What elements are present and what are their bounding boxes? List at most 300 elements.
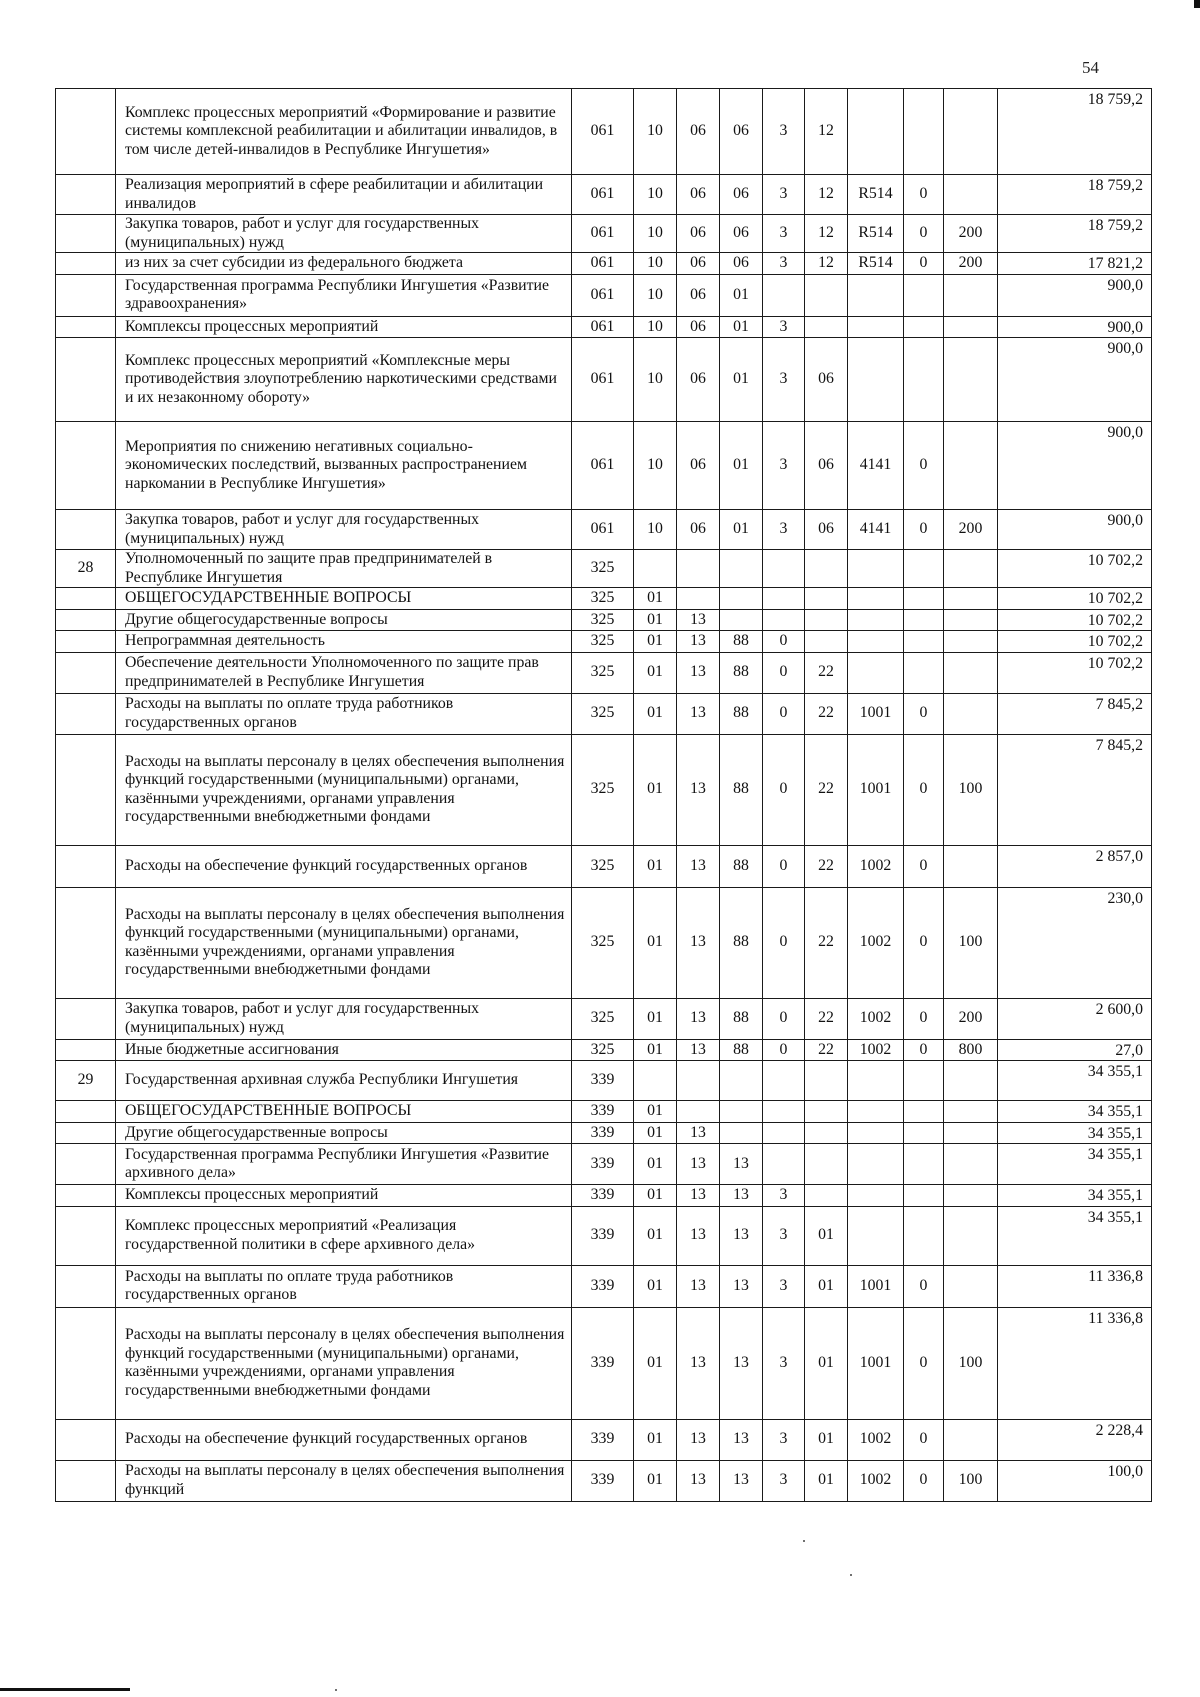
- amount-cell: 900,0: [998, 422, 1152, 510]
- section-code-cell: 01: [634, 1460, 677, 1501]
- expense-type-cell: 100: [944, 1460, 998, 1501]
- item-name-cell: Расходы на выплаты по оплате труда работников государственных органов: [116, 1265, 572, 1307]
- chapter-code-cell: 061: [572, 175, 634, 215]
- direction-code-cell: [848, 1185, 904, 1207]
- row-number-cell: [56, 1185, 116, 1207]
- row-number-cell: [56, 510, 116, 550]
- item-name-cell: Закупка товаров, работ и услуг для государственных (муниципальных) нужд: [116, 510, 572, 550]
- row-number-cell: [56, 845, 116, 887]
- section-code-cell: 01: [634, 1419, 677, 1460]
- row-number-cell: [56, 652, 116, 693]
- chapter-code-cell: 325: [572, 588, 634, 610]
- program-code-cell: 01: [720, 274, 763, 316]
- subsection-code-cell: 06: [677, 215, 720, 253]
- chapter-code-cell: 339: [572, 1185, 634, 1207]
- direction-subcode-cell: [904, 550, 944, 588]
- subprogram-type-cell: 3: [763, 1419, 805, 1460]
- complex-code-cell: [805, 274, 848, 316]
- table-row: [56, 550, 1152, 588]
- section-code-cell: 01: [634, 845, 677, 887]
- amount-cell: 18 759,2: [998, 175, 1152, 215]
- subprogram-type-cell: 0: [763, 887, 805, 998]
- subsection-code-cell: [677, 1101, 720, 1123]
- subprogram-type-cell: [763, 550, 805, 588]
- section-code-cell: 01: [634, 887, 677, 998]
- program-code-cell: 88: [720, 998, 763, 1039]
- complex-code-cell: [805, 631, 848, 653]
- row-number-cell: [56, 215, 116, 253]
- subprogram-type-cell: 0: [763, 998, 805, 1039]
- program-code-cell: 13: [720, 1419, 763, 1460]
- amount-cell: 11 336,8: [998, 1307, 1152, 1419]
- expense-type-cell: [944, 1061, 998, 1101]
- subsection-code-cell: 06: [677, 316, 720, 338]
- complex-code-cell: 01: [805, 1419, 848, 1460]
- amount-cell: 2 857,0: [998, 845, 1152, 887]
- section-code-cell: 01: [634, 1039, 677, 1061]
- table-row: [56, 1122, 1152, 1144]
- section-code-cell: [634, 550, 677, 588]
- direction-subcode-cell: [904, 652, 944, 693]
- direction-subcode-cell: 0: [904, 845, 944, 887]
- program-code-cell: 88: [720, 845, 763, 887]
- table-row: [56, 1061, 1152, 1101]
- program-code-cell: 06: [720, 175, 763, 215]
- direction-subcode-cell: 0: [904, 887, 944, 998]
- item-name-cell: Расходы на обеспечение функций государственных органов: [116, 845, 572, 887]
- program-code-cell: 88: [720, 887, 763, 998]
- row-number-cell: [56, 89, 116, 175]
- item-name-cell: Другие общегосударственные вопросы: [116, 609, 572, 631]
- amount-cell: 900,0: [998, 510, 1152, 550]
- amount-cell: 18 759,2: [998, 215, 1152, 253]
- subsection-code-cell: 06: [677, 338, 720, 422]
- row-number-cell: [56, 588, 116, 610]
- chapter-code-cell: 061: [572, 316, 634, 338]
- chapter-code-cell: 339: [572, 1460, 634, 1501]
- subsection-code-cell: 13: [677, 609, 720, 631]
- subprogram-type-cell: 3: [763, 1185, 805, 1207]
- amount-cell: 34 355,1: [998, 1122, 1152, 1144]
- program-code-cell: [720, 1101, 763, 1123]
- amount-cell: 2 600,0: [998, 998, 1152, 1039]
- scan-corner-mark: [1194, 0, 1200, 8]
- direction-code-cell: R514: [848, 175, 904, 215]
- item-name-cell: Закупка товаров, работ и услуг для государственных (муниципальных) нужд: [116, 998, 572, 1039]
- program-code-cell: [720, 1122, 763, 1144]
- subprogram-type-cell: 3: [763, 89, 805, 175]
- chapter-code-cell: 339: [572, 1307, 634, 1419]
- expense-type-cell: [944, 1144, 998, 1185]
- chapter-code-cell: 061: [572, 338, 634, 422]
- subsection-code-cell: 13: [677, 887, 720, 998]
- complex-code-cell: 01: [805, 1460, 848, 1501]
- section-code-cell: 01: [634, 1122, 677, 1144]
- direction-code-cell: [848, 1144, 904, 1185]
- expense-type-cell: [944, 274, 998, 316]
- table-row: [56, 1307, 1152, 1419]
- expense-type-cell: [944, 1101, 998, 1123]
- direction-subcode-cell: [904, 631, 944, 653]
- complex-code-cell: 06: [805, 338, 848, 422]
- amount-cell: 2 228,4: [998, 1419, 1152, 1460]
- chapter-code-cell: 339: [572, 1101, 634, 1123]
- program-code-cell: 88: [720, 1039, 763, 1061]
- amount-cell: 10 702,2: [998, 588, 1152, 610]
- item-name-cell: Закупка товаров, работ и услуг для государственных (муниципальных) нужд: [116, 215, 572, 253]
- scan-speck: [803, 1540, 805, 1542]
- direction-code-cell: 1001: [848, 1265, 904, 1307]
- amount-cell: 230,0: [998, 887, 1152, 998]
- chapter-code-cell: 061: [572, 253, 634, 275]
- expense-type-cell: [944, 338, 998, 422]
- table-row: [56, 274, 1152, 316]
- complex-code-cell: [805, 609, 848, 631]
- amount-cell: 17 821,2: [998, 253, 1152, 275]
- item-name-cell: Государственная программа Республики Ингушетия «Развитие здравоохранения»: [116, 274, 572, 316]
- subprogram-type-cell: [763, 1061, 805, 1101]
- amount-cell: 34 355,1: [998, 1185, 1152, 1207]
- chapter-code-cell: 325: [572, 631, 634, 653]
- section-code-cell: 01: [634, 734, 677, 845]
- row-number-cell: [56, 734, 116, 845]
- direction-code-cell: R514: [848, 253, 904, 275]
- expense-type-cell: [944, 845, 998, 887]
- table-row: [56, 338, 1152, 422]
- item-name-cell: Расходы на выплаты персоналу в целях обеспечения выполнения функций государственными (муниципальными) органами, казёнными учреждениями, органами управления государственными внебюджетными фондами: [116, 734, 572, 845]
- expense-type-cell: [944, 89, 998, 175]
- direction-subcode-cell: 0: [904, 422, 944, 510]
- program-code-cell: 01: [720, 510, 763, 550]
- direction-subcode-cell: [904, 1144, 944, 1185]
- chapter-code-cell: 061: [572, 274, 634, 316]
- row-number-cell: [56, 631, 116, 653]
- amount-cell: 900,0: [998, 338, 1152, 422]
- chapter-code-cell: 061: [572, 215, 634, 253]
- chapter-code-cell: 339: [572, 1265, 634, 1307]
- item-name-cell: из них за счет субсидии из федерального бюджета: [116, 253, 572, 275]
- item-name-cell: Иные бюджетные ассигнования: [116, 1039, 572, 1061]
- direction-code-cell: 4141: [848, 422, 904, 510]
- subprogram-type-cell: [763, 1101, 805, 1123]
- section-code-cell: 01: [634, 609, 677, 631]
- program-code-cell: [720, 609, 763, 631]
- section-code-cell: 01: [634, 998, 677, 1039]
- expense-type-cell: [944, 1265, 998, 1307]
- row-number-cell: [56, 1307, 116, 1419]
- subsection-code-cell: 13: [677, 1144, 720, 1185]
- complex-code-cell: [805, 316, 848, 338]
- direction-code-cell: [848, 338, 904, 422]
- section-code-cell: 01: [634, 1265, 677, 1307]
- expense-type-cell: [944, 175, 998, 215]
- item-name-cell: Расходы на обеспечение функций государственных органов: [116, 1419, 572, 1460]
- row-number-cell: [56, 274, 116, 316]
- table-row: [56, 316, 1152, 338]
- section-code-cell: 01: [634, 1185, 677, 1207]
- table-row: [56, 609, 1152, 631]
- complex-code-cell: 01: [805, 1206, 848, 1265]
- subprogram-type-cell: 3: [763, 1460, 805, 1501]
- direction-code-cell: 1001: [848, 734, 904, 845]
- expense-type-cell: [944, 1206, 998, 1265]
- section-code-cell: 10: [634, 510, 677, 550]
- table-row: [56, 89, 1152, 175]
- direction-subcode-cell: 0: [904, 1307, 944, 1419]
- direction-subcode-cell: [904, 1206, 944, 1265]
- row-number-cell: [56, 338, 116, 422]
- section-code-cell: [634, 1061, 677, 1101]
- direction-subcode-cell: 0: [904, 1265, 944, 1307]
- row-number-cell: [56, 253, 116, 275]
- complex-code-cell: 01: [805, 1307, 848, 1419]
- expense-type-cell: 200: [944, 510, 998, 550]
- item-name-cell: Расходы на выплаты персоналу в целях обеспечения выполнения функций государственными (муниципальными) органами, казёнными учреждениями, органами управления государственными внебюджетными фондами: [116, 1307, 572, 1419]
- expense-type-cell: 800: [944, 1039, 998, 1061]
- table-row: [56, 845, 1152, 887]
- section-code-cell: 01: [634, 588, 677, 610]
- subsection-code-cell: 13: [677, 845, 720, 887]
- row-number-cell: [56, 1144, 116, 1185]
- table-row: [56, 510, 1152, 550]
- table-row: [56, 652, 1152, 693]
- table-row: [56, 1144, 1152, 1185]
- item-name-cell: Комплекс процессных мероприятий «Реализация государственной политики в сфере архивного дела»: [116, 1206, 572, 1265]
- direction-subcode-cell: 0: [904, 693, 944, 734]
- expense-type-cell: [944, 1419, 998, 1460]
- complex-code-cell: [805, 550, 848, 588]
- row-number-cell: [56, 1101, 116, 1123]
- item-name-cell: Расходы на выплаты персоналу в целях обеспечения выполнения функций государственными (муниципальными) органами, казёнными учреждениями, органами управления государственными внебюджетными фондами: [116, 887, 572, 998]
- amount-cell: 10 702,2: [998, 609, 1152, 631]
- direction-code-cell: [848, 316, 904, 338]
- subsection-code-cell: 13: [677, 1419, 720, 1460]
- section-code-cell: 01: [634, 1307, 677, 1419]
- amount-cell: 27,0: [998, 1039, 1152, 1061]
- row-number-cell: [56, 887, 116, 998]
- subprogram-type-cell: 3: [763, 1206, 805, 1265]
- direction-subcode-cell: [904, 274, 944, 316]
- chapter-code-cell: 061: [572, 89, 634, 175]
- subsection-code-cell: 06: [677, 274, 720, 316]
- direction-subcode-cell: 0: [904, 1039, 944, 1061]
- complex-code-cell: 06: [805, 422, 848, 510]
- expense-type-cell: [944, 422, 998, 510]
- chapter-code-cell: 339: [572, 1206, 634, 1265]
- subprogram-type-cell: 3: [763, 510, 805, 550]
- row-number-cell: [56, 998, 116, 1039]
- amount-cell: 10 702,2: [998, 550, 1152, 588]
- complex-code-cell: [805, 1061, 848, 1101]
- item-name-cell: ОБЩЕГОСУДАРСТВЕННЫЕ ВОПРОСЫ: [116, 1101, 572, 1123]
- table-row: [56, 693, 1152, 734]
- program-code-cell: 01: [720, 422, 763, 510]
- amount-cell: 100,0: [998, 1460, 1152, 1501]
- item-name-cell: Государственная архивная служба Республики Ингушетия: [116, 1061, 572, 1101]
- subsection-code-cell: 13: [677, 1039, 720, 1061]
- expense-type-cell: 100: [944, 734, 998, 845]
- section-code-cell: 10: [634, 422, 677, 510]
- scan-edge-mark: [0, 1688, 130, 1691]
- direction-subcode-cell: [904, 609, 944, 631]
- section-code-cell: 10: [634, 89, 677, 175]
- expense-type-cell: [944, 588, 998, 610]
- section-code-cell: 10: [634, 338, 677, 422]
- program-code-cell: 06: [720, 215, 763, 253]
- item-name-cell: Комплексы процессных мероприятий: [116, 1185, 572, 1207]
- subprogram-type-cell: 3: [763, 175, 805, 215]
- table-row: [56, 734, 1152, 845]
- table-row: [56, 422, 1152, 510]
- table-row: [56, 1039, 1152, 1061]
- table-row: [56, 1460, 1152, 1501]
- item-name-cell: Другие общегосударственные вопросы: [116, 1122, 572, 1144]
- item-name-cell: Реализация мероприятий в сфере реабилитации и абилитации инвалидов: [116, 175, 572, 215]
- section-code-cell: 10: [634, 253, 677, 275]
- subsection-code-cell: 06: [677, 422, 720, 510]
- table-row: [56, 998, 1152, 1039]
- direction-code-cell: 1001: [848, 1307, 904, 1419]
- direction-code-cell: [848, 89, 904, 175]
- subprogram-type-cell: 3: [763, 215, 805, 253]
- amount-cell: 34 355,1: [998, 1206, 1152, 1265]
- complex-code-cell: [805, 1185, 848, 1207]
- expense-type-cell: 200: [944, 253, 998, 275]
- table-row: [56, 215, 1152, 253]
- row-number-cell: [56, 609, 116, 631]
- chapter-code-cell: 339: [572, 1061, 634, 1101]
- subprogram-type-cell: 0: [763, 1039, 805, 1061]
- item-name-cell: Непрограммная деятельность: [116, 631, 572, 653]
- item-name-cell: Расходы на выплаты по оплате труда работников государственных органов: [116, 693, 572, 734]
- row-number-cell: [56, 693, 116, 734]
- section-code-cell: 01: [634, 1101, 677, 1123]
- subprogram-type-cell: [763, 274, 805, 316]
- section-code-cell: 01: [634, 693, 677, 734]
- subsection-code-cell: [677, 588, 720, 610]
- subprogram-type-cell: [763, 588, 805, 610]
- program-code-cell: 06: [720, 253, 763, 275]
- expense-type-cell: 200: [944, 215, 998, 253]
- row-number-cell: [56, 1460, 116, 1501]
- table-row: [56, 1206, 1152, 1265]
- program-code-cell: [720, 550, 763, 588]
- complex-code-cell: [805, 1122, 848, 1144]
- complex-code-cell: 06: [805, 510, 848, 550]
- complex-code-cell: [805, 1144, 848, 1185]
- item-name-cell: Государственная программа Республики Ингушетия «Развитие архивного дела»: [116, 1144, 572, 1185]
- direction-code-cell: [848, 1061, 904, 1101]
- direction-subcode-cell: [904, 338, 944, 422]
- complex-code-cell: 22: [805, 734, 848, 845]
- subsection-code-cell: 13: [677, 631, 720, 653]
- chapter-code-cell: 325: [572, 887, 634, 998]
- expense-type-cell: [944, 652, 998, 693]
- subsection-code-cell: 13: [677, 693, 720, 734]
- item-name-cell: Комплексы процессных мероприятий: [116, 316, 572, 338]
- direction-subcode-cell: 0: [904, 510, 944, 550]
- row-number-cell: [56, 1122, 116, 1144]
- row-number-cell: [56, 1265, 116, 1307]
- subprogram-type-cell: 0: [763, 693, 805, 734]
- section-code-cell: 01: [634, 1144, 677, 1185]
- chapter-code-cell: 325: [572, 550, 634, 588]
- program-code-cell: 88: [720, 652, 763, 693]
- subprogram-type-cell: 0: [763, 652, 805, 693]
- subsection-code-cell: 06: [677, 510, 720, 550]
- program-code-cell: 13: [720, 1185, 763, 1207]
- item-name-cell: ОБЩЕГОСУДАРСТВЕННЫЕ ВОПРОСЫ: [116, 588, 572, 610]
- amount-cell: 7 845,2: [998, 734, 1152, 845]
- chapter-code-cell: 339: [572, 1419, 634, 1460]
- table-row: [56, 1185, 1152, 1207]
- program-code-cell: 13: [720, 1206, 763, 1265]
- subprogram-type-cell: [763, 1122, 805, 1144]
- chapter-code-cell: 061: [572, 422, 634, 510]
- program-code-cell: [720, 588, 763, 610]
- item-name-cell: Обеспечение деятельности Уполномоченного по защите прав предпринимателей в Республике Ингушетия: [116, 652, 572, 693]
- subprogram-type-cell: 3: [763, 253, 805, 275]
- subprogram-type-cell: 3: [763, 338, 805, 422]
- chapter-code-cell: 325: [572, 652, 634, 693]
- program-code-cell: 01: [720, 338, 763, 422]
- expense-type-cell: 100: [944, 1307, 998, 1419]
- chapter-code-cell: 325: [572, 609, 634, 631]
- program-code-cell: 06: [720, 89, 763, 175]
- expense-type-cell: [944, 316, 998, 338]
- amount-cell: 18 759,2: [998, 89, 1152, 175]
- chapter-code-cell: 325: [572, 998, 634, 1039]
- expense-type-cell: [944, 609, 998, 631]
- complex-code-cell: 22: [805, 693, 848, 734]
- table-body: [56, 89, 1152, 1502]
- subprogram-type-cell: 3: [763, 1265, 805, 1307]
- chapter-code-cell: 325: [572, 693, 634, 734]
- subprogram-type-cell: [763, 1144, 805, 1185]
- direction-code-cell: [848, 274, 904, 316]
- subsection-code-cell: 06: [677, 253, 720, 275]
- amount-cell: 7 845,2: [998, 693, 1152, 734]
- direction-code-cell: 1002: [848, 998, 904, 1039]
- subsection-code-cell: 13: [677, 652, 720, 693]
- program-code-cell: 88: [720, 631, 763, 653]
- complex-code-cell: 22: [805, 998, 848, 1039]
- subsection-code-cell: [677, 1061, 720, 1101]
- row-number-cell: 28: [56, 550, 116, 588]
- subprogram-type-cell: 0: [763, 734, 805, 845]
- table-row: [56, 1419, 1152, 1460]
- direction-code-cell: 1002: [848, 1419, 904, 1460]
- direction-subcode-cell: 0: [904, 253, 944, 275]
- table-row: [56, 253, 1152, 275]
- row-number-cell: [56, 422, 116, 510]
- item-name-cell: Мероприятия по снижению негативных социально-экономических последствий, вызванных распространением наркомании в Республике Ингушетия»: [116, 422, 572, 510]
- direction-code-cell: 1002: [848, 887, 904, 998]
- table-row: [56, 1101, 1152, 1123]
- section-code-cell: 01: [634, 652, 677, 693]
- subsection-code-cell: 13: [677, 998, 720, 1039]
- direction-subcode-cell: [904, 588, 944, 610]
- program-code-cell: 13: [720, 1460, 763, 1501]
- program-code-cell: 01: [720, 316, 763, 338]
- section-code-cell: 10: [634, 215, 677, 253]
- program-code-cell: 88: [720, 693, 763, 734]
- scan-speck: [335, 1689, 337, 1691]
- complex-code-cell: [805, 588, 848, 610]
- complex-code-cell: 01: [805, 1265, 848, 1307]
- subsection-code-cell: 13: [677, 1265, 720, 1307]
- complex-code-cell: 22: [805, 887, 848, 998]
